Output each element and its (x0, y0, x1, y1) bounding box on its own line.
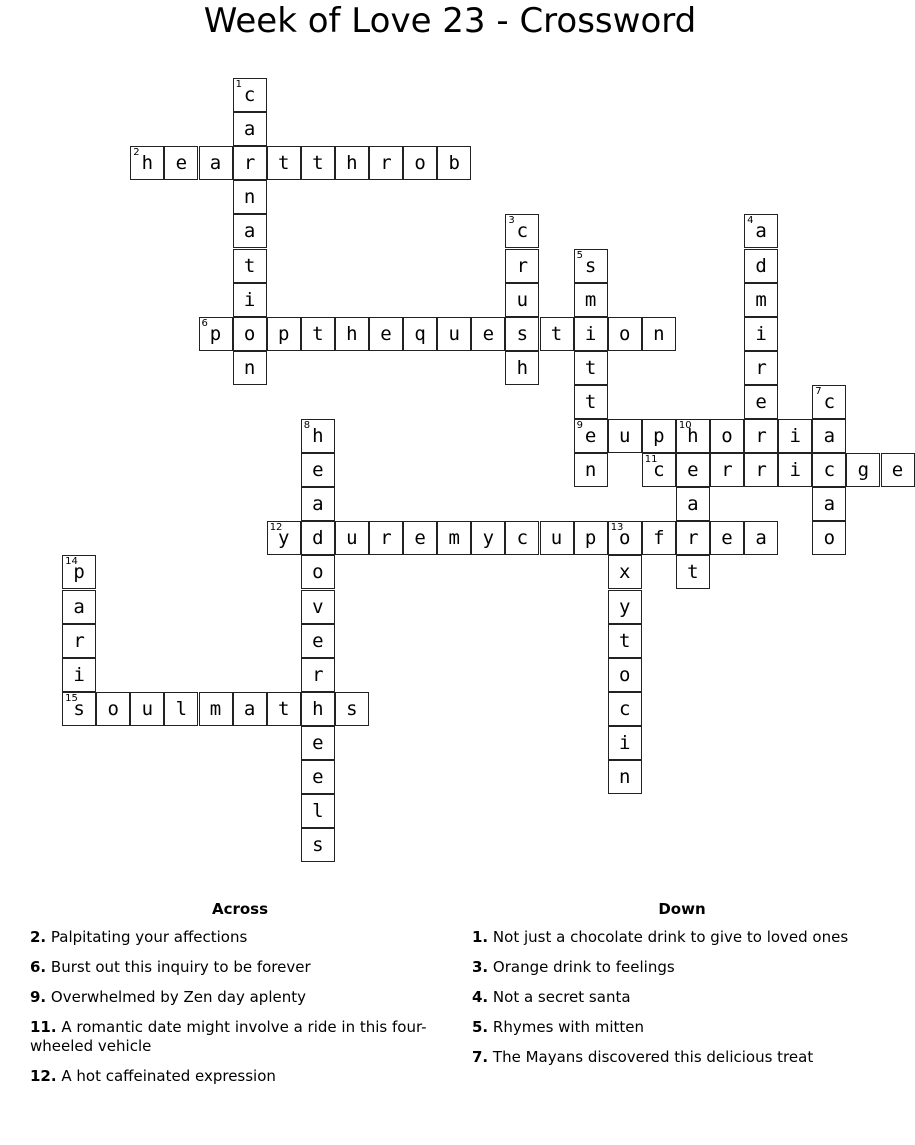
cell-letter: e (380, 322, 392, 345)
cell-letter: t (312, 322, 324, 345)
grid-cell[interactable] (267, 521, 301, 555)
cell-letter: m (209, 697, 222, 720)
grid-cell[interactable] (233, 146, 267, 180)
clue-number: 4 (747, 215, 754, 227)
grid-cell[interactable] (574, 317, 608, 351)
cell-letter: p (73, 561, 85, 584)
cell-letter: a (243, 220, 256, 243)
cell-letter: t (277, 152, 290, 175)
cell-letter: p (584, 527, 597, 550)
cell-letter: r (755, 356, 767, 379)
grid-cell[interactable] (233, 249, 267, 283)
grid-cell[interactable] (642, 521, 676, 555)
clue-number: 2. (30, 928, 47, 946)
down-clue-list (472, 928, 892, 1067)
cell-letter: s (516, 322, 529, 345)
grid-cell[interactable] (164, 692, 198, 726)
cell-letter: l (312, 800, 324, 823)
cell-letter: e (687, 459, 699, 482)
grid-cell[interactable] (301, 487, 335, 521)
clue-text: Orange drink to feelings (492, 958, 675, 976)
cell-letter: a (755, 527, 767, 550)
clue-number: 10 (678, 420, 692, 431)
grid-cell[interactable] (301, 317, 335, 351)
grid-cell[interactable] (301, 692, 335, 726)
cell-letter: c (653, 459, 665, 482)
clue-number: 12. (30, 1067, 57, 1085)
cell-letter: h (312, 697, 324, 720)
cell-letter: o (823, 527, 836, 550)
cell-letter: u (346, 527, 358, 550)
grid-cell[interactable] (574, 419, 608, 453)
grid-cell[interactable] (335, 317, 369, 351)
grid-cell[interactable] (812, 453, 846, 487)
clue-number: 6 (201, 317, 208, 329)
cell-letter: i (73, 663, 85, 686)
cell-letter: y (482, 527, 495, 550)
cell-letter: r (243, 152, 256, 175)
grid-cell[interactable] (574, 385, 608, 419)
clue-number: 12 (269, 522, 283, 534)
across-clue (30, 1067, 450, 1086)
grid-cell[interactable] (130, 146, 164, 180)
cell-letter: e (482, 322, 495, 345)
cell-letter: q (414, 322, 426, 345)
grid-cell[interactable] (744, 249, 778, 283)
grid-cell[interactable] (608, 590, 642, 624)
clue-number: 3 (508, 215, 515, 227)
grid-cell[interactable] (335, 146, 369, 180)
grid-cell[interactable] (301, 624, 335, 658)
grid-cell[interactable] (778, 419, 812, 453)
grid-cell[interactable] (62, 624, 96, 658)
cell-letter: c (823, 390, 836, 413)
grid-cell[interactable] (540, 521, 574, 555)
grid-cell[interactable] (403, 317, 437, 351)
cell-letter: t (618, 629, 631, 652)
grid-cell[interactable] (62, 590, 96, 624)
cell-letter: e (312, 629, 324, 652)
grid-cell[interactable] (642, 453, 676, 487)
cell-letter: t (277, 697, 290, 720)
clue-number: 6. (30, 958, 47, 976)
cell-letter: m (448, 527, 460, 550)
grid-cell[interactable] (710, 521, 744, 555)
grid-cell[interactable] (744, 453, 778, 487)
clue-text: Not just a chocolate drink to give to loved ones (492, 928, 849, 946)
cell-letter: o (243, 322, 256, 345)
cell-letter: c (516, 220, 529, 243)
cell-letter: c (516, 527, 529, 550)
across-clues (30, 900, 450, 1097)
grid-cell[interactable] (96, 692, 130, 726)
cell-letter: e (414, 527, 426, 550)
clue-number: 11 (644, 454, 658, 466)
cell-letter: i (789, 425, 801, 447)
clue-number: 11. (30, 1018, 57, 1036)
across-clue (30, 1018, 450, 1056)
cell-letter: e (584, 425, 597, 447)
grid-cell[interactable] (233, 214, 267, 248)
cell-letter: a (823, 493, 836, 516)
grid-cell[interactable] (301, 555, 335, 589)
across-clue-list (30, 928, 450, 1086)
grid-cell[interactable] (710, 453, 744, 487)
cell-letter: a (823, 425, 836, 447)
clue-number: 7. (472, 1048, 489, 1066)
cell-letter: t (687, 561, 699, 584)
grid-cell[interactable] (744, 214, 778, 248)
grid-cell[interactable] (62, 555, 96, 589)
cell-letter: n (653, 322, 665, 345)
cell-letter: t (243, 254, 256, 277)
grid-cell[interactable] (471, 521, 505, 555)
cell-letter: h (687, 425, 699, 447)
grid-cell[interactable] (676, 453, 710, 487)
grid-cell[interactable] (574, 453, 608, 487)
grid-cell[interactable] (540, 317, 574, 351)
cell-letter: a (755, 220, 767, 243)
grid-cell[interactable] (199, 317, 233, 351)
grid-cell[interactable] (267, 146, 301, 180)
down-clues (472, 900, 892, 1078)
grid-cell[interactable] (301, 726, 335, 760)
cell-letter: x (618, 561, 631, 584)
grid-cell[interactable] (744, 521, 778, 555)
grid-cell[interactable] (62, 692, 96, 726)
cell-letter: e (721, 527, 733, 550)
cell-letter: y (618, 595, 631, 618)
cell-letter: h (141, 152, 154, 175)
grid-cell[interactable] (233, 692, 267, 726)
grid-cell[interactable] (642, 419, 676, 453)
grid-cell[interactable] (608, 624, 642, 658)
cell-letter: r (721, 459, 733, 482)
clue-number: 7 (815, 385, 822, 397)
clue-number: 9. (30, 988, 47, 1006)
cell-letter: i (789, 459, 801, 482)
grid-cell[interactable] (505, 351, 539, 385)
grid-cell[interactable] (403, 146, 437, 180)
grid-cell[interactable] (881, 453, 915, 487)
grid-cell[interactable] (233, 351, 267, 385)
clue-number: 15 (65, 692, 78, 704)
clue-number: 9 (576, 420, 583, 431)
grid-cell[interactable] (505, 214, 539, 248)
across-clue (30, 988, 450, 1007)
cell-letter: c (618, 697, 631, 720)
grid-cell[interactable] (301, 419, 335, 453)
down-clue (472, 958, 892, 977)
clue-text: Burst out this inquiry to be forever (50, 958, 311, 976)
cell-letter: p (209, 322, 222, 345)
cell-letter: f (653, 527, 665, 550)
grid-cell[interactable] (505, 249, 539, 283)
cell-letter: t (312, 152, 324, 175)
grid-cell[interactable] (676, 555, 710, 589)
down-clue (472, 988, 892, 1007)
cell-letter: l (175, 697, 188, 720)
cell-letter: r (755, 425, 767, 447)
cell-letter: c (823, 459, 836, 482)
cell-letter: a (209, 152, 222, 175)
clue-number: 2 (133, 147, 140, 159)
cell-letter: p (277, 322, 290, 345)
grid-cell[interactable] (710, 419, 744, 453)
grid-cell[interactable] (608, 760, 642, 794)
cell-letter: o (414, 152, 426, 175)
cell-letter: h (312, 425, 324, 447)
clue-number: 4. (472, 988, 489, 1006)
cell-letter: o (618, 322, 631, 345)
grid-cell[interactable] (301, 146, 335, 180)
page-title: Week of Love 23 - Crossword (203, 1, 697, 41)
clue-number: 14 (65, 556, 78, 568)
grid-cell[interactable] (233, 180, 267, 214)
down-clue (472, 1048, 892, 1067)
cell-letter: s (584, 254, 597, 277)
cell-letter: h (346, 152, 358, 175)
cell-letter: v (312, 595, 324, 618)
grid-cell[interactable] (164, 146, 198, 180)
clue-number: 13 (610, 522, 624, 534)
grid-cell[interactable] (846, 453, 880, 487)
grid-cell[interactable] (608, 555, 642, 589)
grid-cell[interactable] (369, 146, 403, 180)
grid-cell[interactable] (301, 453, 335, 487)
clue-text: Overwhelmed by Zen day aplenty (50, 988, 306, 1006)
grid-cell[interactable] (62, 658, 96, 692)
grid-cell[interactable] (335, 692, 369, 726)
grid-cell[interactable] (608, 658, 642, 692)
cell-letter: o (721, 425, 733, 447)
grid-cell[interactable] (471, 317, 505, 351)
grid-cell[interactable] (301, 828, 335, 862)
grid-cell[interactable] (812, 419, 846, 453)
cell-letter: b (448, 152, 460, 175)
clue-number: 8 (303, 420, 311, 431)
clue-text: Rhymes with mitten (492, 1018, 645, 1036)
cell-letter: r (380, 152, 392, 175)
grid-cell[interactable] (744, 419, 778, 453)
grid-cell[interactable] (437, 317, 471, 351)
grid-cell[interactable] (369, 521, 403, 555)
cell-letter: r (380, 527, 392, 550)
cell-letter: r (755, 459, 767, 482)
cell-letter: n (243, 186, 256, 209)
cell-letter: e (312, 731, 324, 754)
cell-letter: p (653, 425, 665, 447)
cell-letter: d (755, 254, 767, 277)
grid-cell[interactable] (608, 726, 642, 760)
cell-letter: m (755, 288, 767, 311)
grid-cell[interactable] (301, 794, 335, 828)
cell-letter: u (516, 288, 529, 311)
grid-cell[interactable] (233, 112, 267, 146)
grid-cell[interactable] (301, 521, 335, 555)
cell-letter: g (857, 459, 870, 482)
cell-letter: e (175, 152, 188, 175)
cell-letter: u (618, 425, 631, 447)
cell-letter: n (618, 766, 631, 788)
cell-letter: e (755, 390, 767, 413)
down-heading: Down (658, 900, 706, 918)
clue-number: 5 (576, 249, 583, 261)
grid-cell[interactable] (301, 590, 335, 624)
grid-cell[interactable] (267, 317, 301, 351)
grid-cell[interactable] (608, 692, 642, 726)
cell-letter: n (584, 459, 597, 482)
grid-cell[interactable] (199, 692, 233, 726)
cell-letter: c (243, 84, 256, 106)
grid-cell[interactable] (574, 283, 608, 317)
grid-cell[interactable] (335, 521, 369, 555)
across-clue (30, 928, 450, 947)
grid-cell[interactable] (574, 521, 608, 555)
clue-text: The Mayans discovered this delicious treat (492, 1048, 814, 1066)
grid-cell[interactable] (812, 385, 846, 419)
grid-cell[interactable] (199, 146, 233, 180)
grid-cell[interactable] (437, 146, 471, 180)
cell-letter: h (346, 322, 358, 345)
down-clue (472, 928, 892, 947)
grid-cell[interactable] (130, 692, 164, 726)
grid-cell[interactable] (574, 249, 608, 283)
cell-letter: i (618, 731, 631, 754)
grid-cell[interactable] (744, 351, 778, 385)
cell-letter: m (584, 288, 597, 311)
cell-letter: u (141, 697, 154, 720)
clue-number: 1. (472, 928, 489, 946)
grid-cell[interactable] (505, 283, 539, 317)
grid-cell[interactable] (574, 351, 608, 385)
cell-letter: i (243, 288, 256, 311)
across-heading: Across (211, 900, 269, 918)
across-clue (30, 958, 450, 977)
grid-cell[interactable] (608, 317, 642, 351)
cell-letter: i (584, 322, 597, 345)
clue-text: A hot caffeinated expression (61, 1067, 276, 1085)
cell-letter: a (243, 118, 256, 141)
grid-cell[interactable] (608, 419, 642, 453)
cell-letter: y (277, 527, 290, 550)
cell-letter: a (73, 595, 85, 618)
grid-cell[interactable] (676, 521, 710, 555)
down-clue (472, 1018, 892, 1037)
grid-cell[interactable] (676, 419, 710, 453)
cell-letter: i (755, 322, 767, 345)
cell-letter: h (516, 356, 529, 379)
grid-cell[interactable] (608, 521, 642, 555)
cell-letter: d (312, 527, 324, 550)
cell-letter: u (550, 527, 563, 550)
grid-cell[interactable] (676, 487, 710, 521)
cell-letter: t (550, 322, 563, 345)
grid-cell[interactable] (505, 521, 539, 555)
cell-letter: n (243, 356, 256, 379)
cell-letter: a (687, 493, 699, 516)
cell-letter: s (312, 834, 324, 857)
grid-cell[interactable] (267, 692, 301, 726)
cell-letter: o (107, 697, 119, 720)
grid-cell[interactable] (301, 658, 335, 692)
cell-letter: u (448, 322, 460, 345)
grid-cell[interactable] (744, 283, 778, 317)
cell-letter: e (312, 459, 324, 482)
cell-letter: r (312, 663, 324, 686)
cell-letter: s (346, 697, 358, 720)
cell-letter: r (73, 629, 85, 652)
clue-number: 5. (472, 1018, 489, 1036)
cell-letter: t (584, 390, 597, 413)
cell-letter: s (73, 697, 85, 720)
clues-section (0, 900, 900, 1140)
grid-cell[interactable] (812, 487, 846, 521)
cell-letter: t (584, 356, 597, 379)
grid-cell[interactable] (812, 521, 846, 555)
grid-cell[interactable] (369, 317, 403, 351)
cell-letter: a (312, 493, 324, 516)
clue-text: A romantic date might involve a ride in this four-wheeled vehicle (30, 1018, 427, 1055)
cell-letter: o (618, 527, 631, 550)
cell-letter: r (687, 527, 699, 550)
cell-letter: a (243, 697, 256, 720)
cell-letter: e (312, 766, 324, 788)
grid-cell[interactable] (642, 317, 676, 351)
grid-cell[interactable] (778, 453, 812, 487)
grid-cell[interactable] (744, 385, 778, 419)
grid-cell[interactable] (403, 521, 437, 555)
grid-cell[interactable] (744, 317, 778, 351)
cell-letter: r (516, 254, 529, 277)
grid-cell[interactable] (505, 317, 539, 351)
clue-text: Palpitating your affections (50, 928, 248, 946)
clue-text: Not a secret santa (492, 988, 631, 1006)
cell-letter: e (891, 459, 904, 482)
grid-cell[interactable] (233, 78, 267, 112)
grid-cell[interactable] (233, 317, 267, 351)
grid-cell[interactable] (233, 283, 267, 317)
cell-letter: o (618, 663, 631, 686)
clue-number: 1 (235, 79, 242, 90)
grid-cell[interactable] (437, 521, 471, 555)
grid-cell[interactable] (301, 760, 335, 794)
cell-letter: o (312, 561, 324, 584)
clue-number: 3. (472, 958, 489, 976)
